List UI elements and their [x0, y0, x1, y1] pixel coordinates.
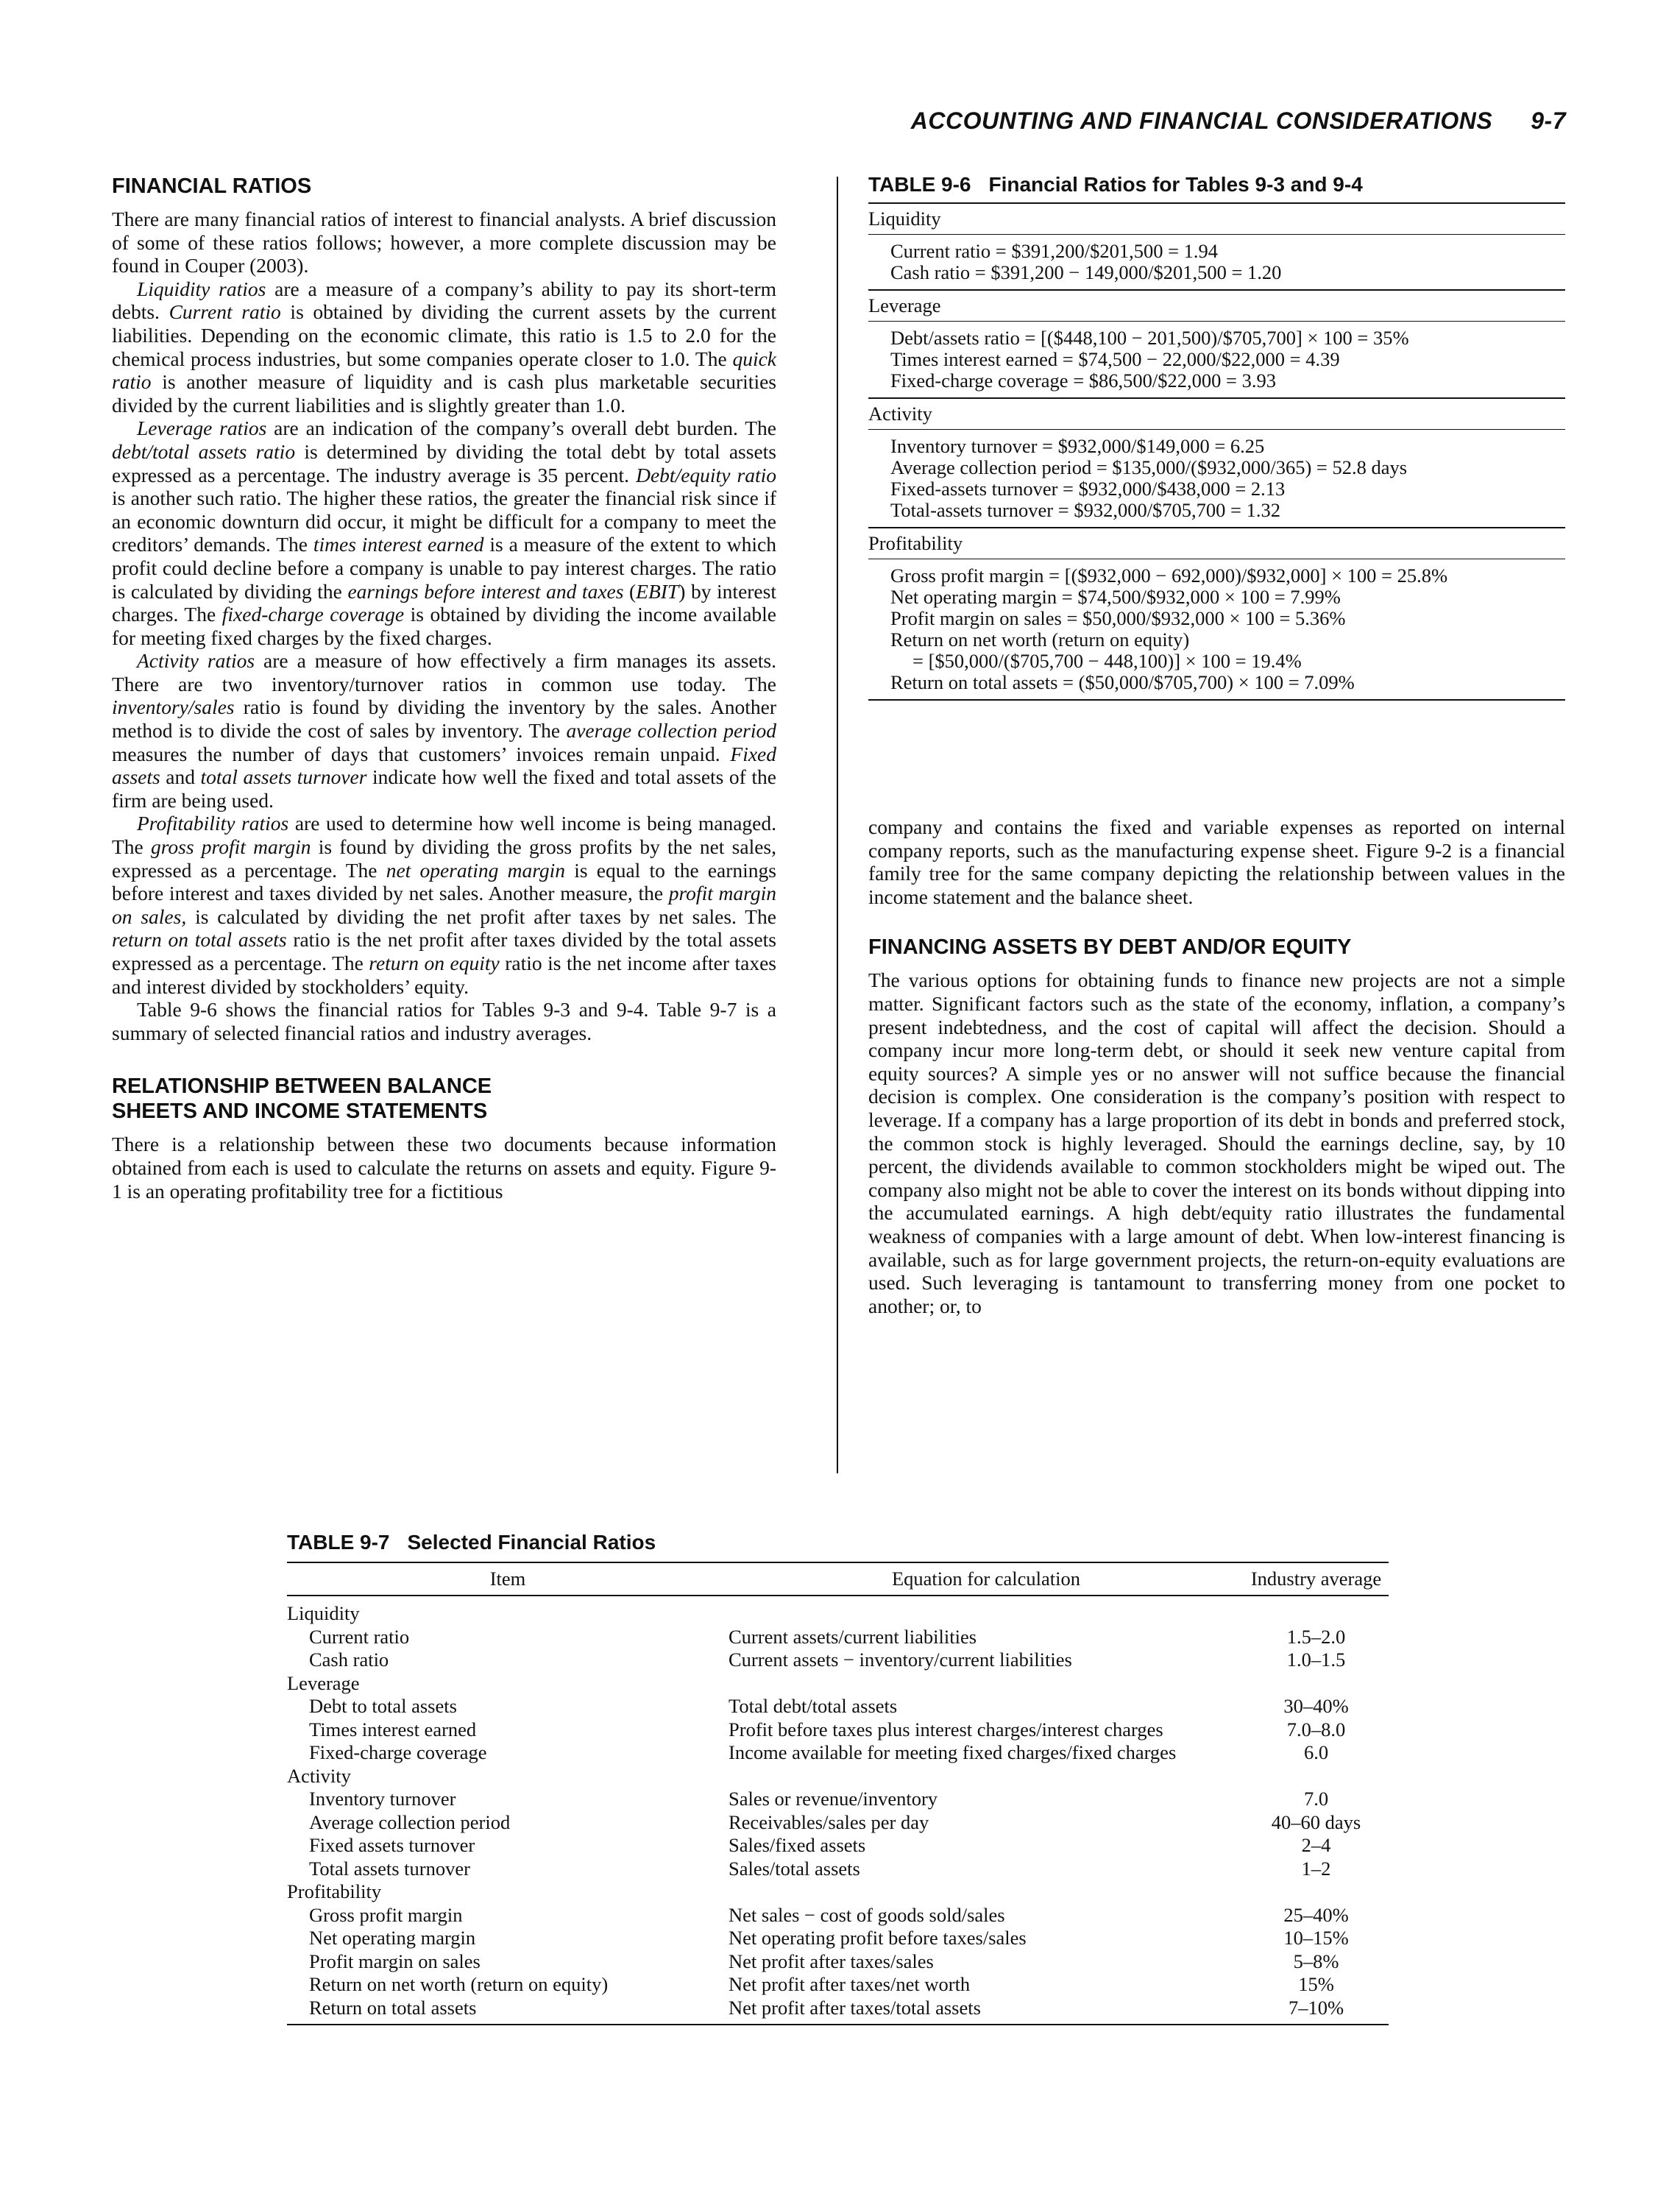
cell-avg: 6.0 — [1303, 1741, 1329, 1763]
cell-avg: 10–15% — [1283, 1927, 1349, 1949]
table-row — [287, 1927, 1389, 1950]
table-row — [287, 1695, 1389, 1718]
cell-item: Total assets turnover — [309, 1857, 470, 1880]
text-run: measures the number of days that customers’ invoices remain unpaid. — [112, 742, 731, 765]
cell-eq: Net operating profit before taxes/sales — [729, 1927, 1027, 1949]
text-run: and — [160, 765, 201, 789]
ratio-row: Return on net worth (return on equity) — [890, 628, 1190, 651]
cell-eq: Net profit after taxes/total assets — [729, 1997, 1244, 2025]
cell-avg — [1244, 1596, 1389, 1626]
text-run: is determined by dividing the total debt by total assets expressed as a percentage. The industry average is 35 percent. — [112, 439, 776, 486]
continued-text — [868, 815, 1565, 908]
category-row — [287, 1765, 1389, 1788]
cell-item: Net operating margin — [309, 1927, 476, 1949]
italic-term: Leverage ratios — [137, 417, 267, 440]
cell-avg: 1.0–1.5 — [1286, 1649, 1346, 1671]
ratio-row: Times interest earned = $74,500 − 22,000/$22,000 = 4.39 — [890, 348, 1340, 370]
ratio-row: = [$50,000/($705,700 − 448,100)] × 100 = 19.4% — [912, 650, 1302, 672]
table-title: Financial Ratios for Tables 9-3 and 9-4 — [988, 173, 1363, 196]
cell-item: Liquidity — [287, 1602, 360, 1624]
table-row — [287, 1950, 1389, 1974]
table-9-6 — [868, 174, 1565, 701]
cell-eq: Total debt/total assets — [729, 1695, 898, 1717]
paragraph — [112, 649, 776, 812]
cell-item: Inventory turnover — [309, 1788, 456, 1810]
column-header-industry-average: Industry average — [1244, 1562, 1389, 1596]
cell-avg: 7.0 — [1303, 1788, 1329, 1810]
cell-eq: Profit before taxes plus interest charges/interest charges — [729, 1718, 1163, 1741]
italic-term: fixed-charge coverage — [221, 603, 405, 626]
table-category: Profitability — [868, 527, 1565, 559]
italic-term: debt/total assets ratio — [112, 439, 296, 463]
cell-item: Return on total assets — [287, 1997, 729, 2025]
text-run: is calculated by dividing the net profit after taxes by net sales. The — [186, 904, 776, 928]
italic-term: quick ratio — [112, 347, 776, 394]
ratio-row: Fixed-charge coverage = $86,500/$22,000 = 3.93 — [890, 369, 1276, 392]
table-row — [287, 1834, 1389, 1858]
cell-item: Activity — [287, 1764, 351, 1787]
cell-item: Times interest earned — [309, 1718, 477, 1741]
table-category: Leverage — [868, 289, 1565, 321]
paragraph — [868, 969, 1565, 1317]
text-run: ratio is found by dividing the inventory by the sales. Another method is to divide the cost of sales by inventory. The — [112, 695, 776, 743]
text-run: There are many financial ratios of interest to financial analysts. A brief discussion of some of these ratios follows; however, a more complete discussion may be found in Couper (2003). — [112, 208, 776, 277]
section-heading-financial-ratios: FINANCIAL RATIOS — [112, 174, 312, 198]
table-row — [287, 1997, 1389, 2025]
table-row — [287, 1741, 1389, 1765]
cell-eq: Current assets − inventory/current liabilities — [729, 1649, 1072, 1671]
table-row — [287, 1788, 1389, 1811]
cell-avg: 2–4 — [1301, 1834, 1331, 1856]
cell-eq: Sales/total assets — [729, 1857, 860, 1880]
text-run: The various options for obtaining funds to finance new projects are not a simple matter. Significant factors such as the state of the economy, inflation, a company’s present indebtedness, and the cost of capital will affect the decision. Should a company incur more long-term debt, or should it seek new venture capital from equity sources? A simple yes or no answer will not suffice because the financial decision is complex. One consideration is the company’s position with respect to leverage. If a company has a large proportion of its debt in bonds and preferred stock, the common stock is highly leveraged. Should the earnings decline, say, by 10 percent, the dividends available to common stockholders might be wiped out. The company also might not be able to cover the interest on its bonds without dipping into the accumulated earnings. A high debt/equity ratio illustrates the fundamental weakness of companies with a large amount of debt. When low-interest financing is available, such as for large government projects, the return-on-equity evaluations are used. Such leveraging is tantamount to transferring money from one pocket to another; or, to — [868, 969, 1565, 1317]
cell-avg — [1244, 1880, 1389, 1904]
italic-term: profit margin on sales, — [112, 882, 776, 928]
cell-avg: 7–10% — [1244, 1997, 1389, 2025]
ratio-row: Fixed-assets turnover = $932,000/$438,000 = 2.13 — [890, 478, 1286, 500]
cell-avg: 40–60 days — [1271, 1810, 1361, 1833]
ratio-row: Total-assets turnover = $932,000/$705,700 = 1.32 — [890, 499, 1280, 521]
ratio-row: Cash ratio = $391,200 − 149,000/$201,500 = 1.20 — [890, 261, 1282, 283]
ratio-row: Profit margin on sales = $50,000/$932,000 × 100 = 5.36% — [890, 607, 1346, 629]
text-run: are an indication of the company’s overall debt burden. The — [266, 417, 776, 440]
italic-term: net operating margin — [386, 858, 566, 882]
financial-ratios-text — [112, 208, 776, 1044]
ratio-row: Debt/assets ratio = [($448,100 − 201,500)/$705,700] × 100 = 35% — [890, 327, 1409, 349]
cell-eq: Sales/fixed assets — [729, 1834, 866, 1856]
header-title: ACCOUNTING AND FINANCIAL CONSIDERATIONS — [910, 107, 1493, 134]
table-rows — [868, 321, 1565, 397]
paragraph — [112, 812, 776, 998]
text-run: are used to determine how well income is being managed. The — [112, 812, 776, 859]
cell-avg — [1244, 1672, 1389, 1696]
section-heading-relationship: RELATIONSHIP BETWEEN BALANCE SHEETS AND INCOME STATEMENTS — [112, 1074, 492, 1124]
ratio-row: Inventory turnover = $932,000/$149,000 = 6.25 — [890, 435, 1265, 457]
table-row — [287, 1718, 1389, 1742]
italic-term: Profitability ratios — [137, 812, 289, 835]
cell-avg: 1.5–2.0 — [1286, 1625, 1346, 1648]
cell-item: Cash ratio — [309, 1649, 389, 1671]
italic-term: Liquidity ratios — [137, 277, 266, 300]
table-row — [287, 1626, 1389, 1649]
italic-term: inventory/sales — [112, 695, 235, 719]
paragraph — [868, 815, 1565, 908]
section-heading-financing: FINANCING ASSETS BY DEBT AND/OR EQUITY — [868, 935, 1352, 960]
italic-term: return on equity — [369, 952, 500, 974]
cell-avg: 1–2 — [1301, 1857, 1331, 1880]
cell-item: Leverage — [287, 1671, 360, 1694]
table-number: TABLE 9-6 — [868, 173, 971, 196]
cell-item: Profitability — [287, 1880, 382, 1902]
table-number: TABLE 9-7 — [287, 1531, 390, 1554]
cell-eq: Sales or revenue/inventory — [729, 1788, 938, 1810]
cell-eq: Current assets/current liabilities — [729, 1625, 977, 1648]
ratio-row: Gross profit margin = [($932,000 − 692,000)/$932,000] × 100 = 25.8% — [890, 564, 1448, 587]
cell-eq — [729, 1765, 1244, 1788]
cell-item: Gross profit margin — [309, 1903, 463, 1926]
cell-avg: 25–40% — [1283, 1903, 1349, 1926]
text-run: are a measure of a company’s ability to pay its short-term debts. — [112, 277, 776, 324]
text-run: is found by dividing the gross profits by the net sales, expressed as a percentage. The — [112, 835, 776, 882]
cell-eq — [729, 1596, 1244, 1626]
cell-eq: Net sales − cost of goods sold/sales — [729, 1903, 1005, 1926]
table-row — [287, 1904, 1389, 1927]
text-run: ratio is the net profit after taxes divided by the total assets expressed as a percentage. The — [112, 928, 776, 974]
table-rows — [868, 234, 1565, 289]
italic-term: gross profit margin — [150, 835, 311, 859]
italic-term: earnings before interest and taxes — [347, 579, 624, 603]
text-run: is obtained by dividing the income available for meeting fixed charges by the fixed charges. — [112, 603, 776, 649]
italic-term: Current ratio — [169, 300, 281, 324]
column-header-item: Item — [287, 1562, 729, 1596]
ratio-row: Return on total assets = ($50,000/$705,700) × 100 = 7.09% — [890, 671, 1355, 693]
text-run: There is a relationship between these two documents because information obtained from each is used to calculate the returns on assets and equity. Figure 9-1 is an operating profitability tree for a fictitious — [112, 1133, 776, 1203]
table-9-6-title — [868, 174, 1565, 195]
italic-term: return on total assets — [112, 928, 287, 952]
text-run: is another such ratio. The higher these ratios, the greater the financial risk since if an economic downturn did occur, it might be difficult for a company to meet the creditors’ demands. The — [112, 486, 776, 556]
text-run: company and contains the fixed and variable expenses as reported on internal company reports, such as the manufacturing expense sheet. Figure 9-2 is a financial family tree for the same company depicting the relationship between values in the income statement and the balance sheet. — [868, 815, 1565, 908]
italic-term: times interest earned — [313, 533, 484, 556]
cell-item: Debt to total assets — [309, 1695, 457, 1717]
page-number: 9-7 — [1531, 107, 1566, 134]
text-run: indicate how well the fixed and total assets of the firm are being used. — [112, 765, 776, 812]
paragraph — [112, 208, 776, 277]
ratio-row: Net operating margin = $74,500/$932,000 × 100 = 7.99% — [890, 586, 1341, 608]
cell-eq: Receivables/sales per day — [729, 1810, 929, 1833]
table-category: Liquidity — [868, 202, 1565, 234]
category-row — [287, 1672, 1389, 1696]
cell-eq — [729, 1672, 1244, 1696]
cell-avg: 30–40% — [1283, 1695, 1349, 1717]
left-column — [112, 174, 776, 1203]
table-row — [287, 1649, 1389, 1672]
financing-text — [868, 969, 1565, 1317]
cell-item: Fixed assets turnover — [309, 1834, 475, 1856]
paragraph — [112, 417, 776, 649]
category-row — [287, 1880, 1389, 1904]
italic-term: Activity ratios — [137, 649, 255, 673]
table-category: Activity — [868, 397, 1565, 429]
table-row — [287, 1973, 1389, 1997]
table-rows — [868, 559, 1565, 701]
italic-term: EBIT — [636, 579, 679, 603]
cell-avg — [1244, 1765, 1389, 1788]
paragraph — [112, 277, 776, 417]
cell-eq — [729, 1880, 1244, 1904]
text-run: is another measure of liquidity and is cash plus marketable securities divided by the current liabilities and is slightly greater than 1.0. — [112, 370, 776, 417]
table-row — [287, 1811, 1389, 1835]
cell-eq: Net profit after taxes/sales — [729, 1950, 934, 1972]
text-run: is equal to the earnings before interest and taxes divided by net sales. Another measure, the — [112, 858, 776, 905]
table-row — [287, 1858, 1389, 1881]
cell-item: Current ratio — [309, 1625, 410, 1648]
column-header-equation: Equation for calculation — [729, 1562, 1244, 1596]
italic-term: Debt/equity ratio — [636, 463, 776, 486]
cell-avg: 7.0–8.0 — [1286, 1718, 1346, 1741]
text-run: is a measure of the extent to which profit could decline before a company is unable to pay interest charges. The ratio is calculated by dividing the — [112, 533, 776, 603]
paragraph — [112, 998, 776, 1044]
italic-term: average collection period — [566, 719, 776, 743]
text-run: ( — [623, 579, 637, 603]
text-run: ) by interest charges. The — [112, 579, 776, 626]
right-column — [868, 815, 1565, 1317]
table-9-7-title — [287, 1531, 1389, 1554]
cell-item: Return on net worth (return on equity) — [309, 1973, 609, 1995]
selected-ratios-table — [287, 1562, 1389, 2026]
cell-eq: Income available for meeting fixed charges/fixed charges — [729, 1741, 1177, 1763]
paragraph — [112, 1133, 776, 1203]
cell-item: Average collection period — [309, 1810, 511, 1833]
cell-avg: 5–8% — [1293, 1950, 1339, 1972]
ratio-row: Average collection period = $135,000/($932,000/365) = 52.8 days — [890, 456, 1408, 478]
cell-avg: 15% — [1298, 1973, 1334, 1995]
column-divider — [837, 177, 838, 1473]
cell-item: Fixed-charge coverage — [309, 1741, 487, 1763]
table-9-7 — [287, 1531, 1389, 2025]
table-rows — [868, 429, 1565, 527]
text-run: Table 9-6 shows the financial ratios for Tables 9-3 and 9-4. Table 9-7 is a summary of selected financial ratios and industry averages. — [112, 998, 776, 1044]
category-row — [287, 1596, 1389, 1626]
cell-eq: Net profit after taxes/net worth — [729, 1973, 971, 1995]
italic-term: total assets turnover — [200, 765, 367, 789]
ratio-row: Current ratio = $391,200/$201,500 = 1.94 — [890, 240, 1219, 262]
text-run: are a measure of how effectively a firm manages its assets. There are two inventory/turnover ratios in common use today. The — [112, 649, 776, 695]
relationship-text — [112, 1133, 776, 1203]
text-run: ratio is the net income after taxes and interest divided by stockholders’ equity. — [112, 952, 776, 998]
text-run: is obtained by dividing the current assets by the current liabilities. Depending on the economic climate, this ratio is 1.5 to 2.0 for the chemical process industries, but some companies operate closer to 1.0. The — [112, 300, 776, 370]
cell-item: Profit margin on sales — [309, 1950, 481, 1972]
italic-term: Fixed assets — [112, 742, 776, 789]
running-header — [911, 107, 1566, 135]
table-title: Selected Financial Ratios — [407, 1531, 656, 1554]
